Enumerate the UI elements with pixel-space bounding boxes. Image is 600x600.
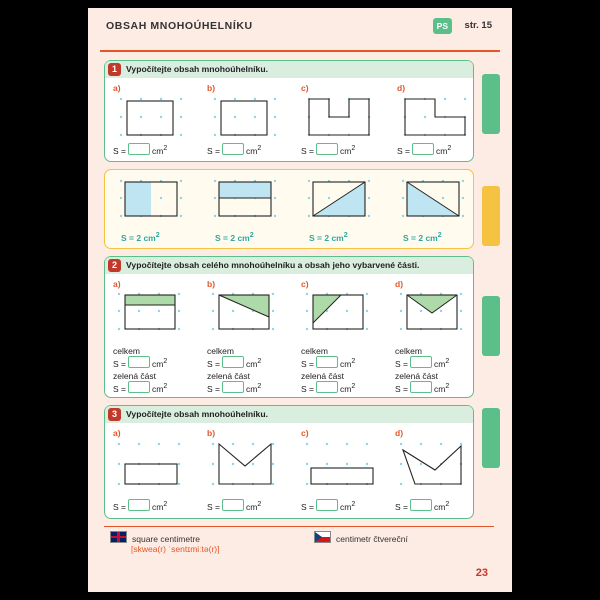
answer-input-green[interactable] [410,381,432,393]
total-label: celkem [395,346,422,356]
answer-line: $S = cm^2$ [301,144,356,156]
example-value: S = 2 $cm^2$ [215,231,254,243]
example-row [104,169,474,249]
example-value: S = 2 $cm^2$ [403,231,442,243]
exercise-3-item-b [207,428,285,512]
green-part-label: zelená část [113,371,156,381]
total-answer-line: $S = cm^2$ [395,357,450,369]
shape-square-green-v [395,289,473,335]
footer-glossary [104,526,494,577]
answer-line: $S = cm^2$ [113,144,168,156]
s-prefix: S = [113,359,126,369]
side-tab-1 [482,74,500,134]
s-prefix: S = [301,384,314,394]
exercise-3-item-d [395,428,481,512]
total-label: celkem [207,346,234,356]
item-label: b) [207,279,216,289]
side-tab-4 [482,408,500,468]
total-answer-line: $S = cm^2$ [207,357,262,369]
shape-square-half-filled [115,176,189,222]
answer-input-green[interactable] [316,381,338,393]
exercise-3-header [105,406,473,423]
s-prefix: S = [301,359,314,369]
exercise-2 [104,256,474,398]
exercise-3 [104,405,474,519]
green-part-label: zelená část [395,371,438,381]
item-label: a) [113,428,121,438]
answer-input[interactable] [412,143,434,155]
ps-page-ref: str. 15 [464,20,492,31]
item-label: c) [301,428,309,438]
exercise-2-item-d [395,279,473,394]
exercise-2-instruction: Vypočítejte obsah celého mnohoúhelníku a obsah jeho vybarvené části. [126,260,420,270]
answer-line: $S = cm^2$ [301,500,356,512]
exercise-1 [104,60,474,162]
shape-square [207,93,281,141]
green-answer-line: $S = cm^2$ [301,382,356,394]
side-tab-3 [482,296,500,356]
exercise-3-item-a [113,428,191,512]
answer-line: $S = cm^2$ [395,500,450,512]
answer-input[interactable] [222,143,244,155]
cz-flag-icon [314,531,331,543]
item-label: d) [395,428,404,438]
exercise-1-item-a [113,83,187,156]
shape-wide-rectangle [301,438,387,492]
green-answer-line: $S = cm^2$ [113,382,168,394]
page-content [100,16,500,584]
s-prefix: S = [395,502,408,512]
item-label: a) [113,83,121,93]
english-entry [110,531,200,544]
czech-entry [314,531,408,544]
answer-input[interactable] [316,499,338,511]
exercise-1-header [105,61,473,78]
example-value: S = 2 $cm^2$ [121,231,160,243]
exercise-3-item-c [301,428,387,512]
s-prefix: S = [207,359,220,369]
s-prefix: S = [397,146,410,156]
s-prefix: S = [207,502,220,512]
example-item-1 [115,176,189,243]
shape-triangle-filled [303,176,387,222]
green-part-label: zelená část [301,371,344,381]
item-label: a) [113,279,121,289]
shape-square-green-strip [113,289,191,335]
item-label: d) [397,83,406,93]
page-title: OBSAH MNOHOÚHELNÍKU [106,20,253,32]
exercise-2-header [105,257,473,274]
example-item-2 [209,176,283,243]
side-tab-2 [482,186,500,246]
green-answer-line: $S = cm^2$ [395,382,450,394]
item-label: c) [301,83,309,93]
page-header [100,16,500,52]
shape-rect-green-triangle [301,289,379,335]
s-prefix: S = [395,359,408,369]
shape-square-top-band [209,176,283,222]
green-answer-line: $S = cm^2$ [207,382,262,394]
exercise-2-item-b [207,279,285,394]
exercise-2-number: 2 [108,259,121,272]
worksheet-page [88,8,512,592]
page-number: 23 [475,567,488,579]
exercise-1-item-d [397,83,471,156]
answer-input-total[interactable] [316,356,338,368]
shape-square [113,93,187,141]
shape-notched-polygon [301,93,385,141]
answer-input-total[interactable] [222,356,244,368]
s-prefix: S = [113,384,126,394]
example-item-4 [397,176,471,243]
example-item-3 [303,176,387,243]
s-prefix: S = [207,384,220,394]
s-prefix: S = [395,384,408,394]
answer-input-green[interactable] [128,381,150,393]
answer-input-green[interactable] [222,381,244,393]
shape-square-green-triangle [207,289,285,335]
answer-line: $S = cm^2$ [113,500,168,512]
answer-input[interactable] [128,499,150,511]
shape-v-notch-polygon [207,438,285,492]
exercise-1-item-b [207,83,281,156]
item-label: d) [395,279,404,289]
total-answer-line: $S = cm^2$ [113,357,168,369]
item-label: b) [207,83,216,93]
answer-input[interactable] [222,499,244,511]
answer-input[interactable] [316,143,338,155]
s-prefix: S = [301,502,314,512]
ps-badge: PS [433,18,452,34]
english-term: square centimetre [132,534,201,544]
total-answer-line: $S = cm^2$ [301,357,356,369]
exercise-3-number: 3 [108,408,121,421]
total-label: celkem [113,346,140,356]
exercise-3-instruction: Vypočítejte obsah mnohoúhelníku. [126,409,268,419]
exercise-2-item-a [113,279,191,394]
exercise-1-item-c [301,83,385,156]
uk-flag-icon [110,531,127,543]
example-value: S = 2 $cm^2$ [309,231,348,243]
shape-rectangle [113,438,191,492]
shape-triangle-filled-alt [397,176,471,222]
answer-line: $S = cm^2$ [397,144,452,156]
czech-term: centimetr čtvereční [336,534,408,544]
answer-line: $S = cm^2$ [207,500,262,512]
exercise-1-instruction: Vypočítejte obsah mnohoúhelníku. [126,64,268,74]
item-label: b) [207,428,216,438]
shape-angled-v-polygon [395,438,481,492]
answer-line: $S = cm^2$ [207,144,262,156]
exercise-2-item-c [301,279,379,394]
pronunciation: [skwea(r) ˈsentɪmiːtə(r)] [131,544,220,554]
exercise-1-number: 1 [108,63,121,76]
answer-input-total[interactable] [128,356,150,368]
s-prefix: S = [113,502,126,512]
answer-input[interactable] [128,143,150,155]
item-label: c) [301,279,309,289]
green-part-label: zelená část [207,371,250,381]
answer-input[interactable] [410,499,432,511]
s-prefix: S = [113,146,126,156]
s-prefix: S = [301,146,314,156]
answer-input-total[interactable] [410,356,432,368]
shape-step-polygon [397,93,471,141]
total-label: celkem [301,346,328,356]
s-prefix: S = [207,146,220,156]
